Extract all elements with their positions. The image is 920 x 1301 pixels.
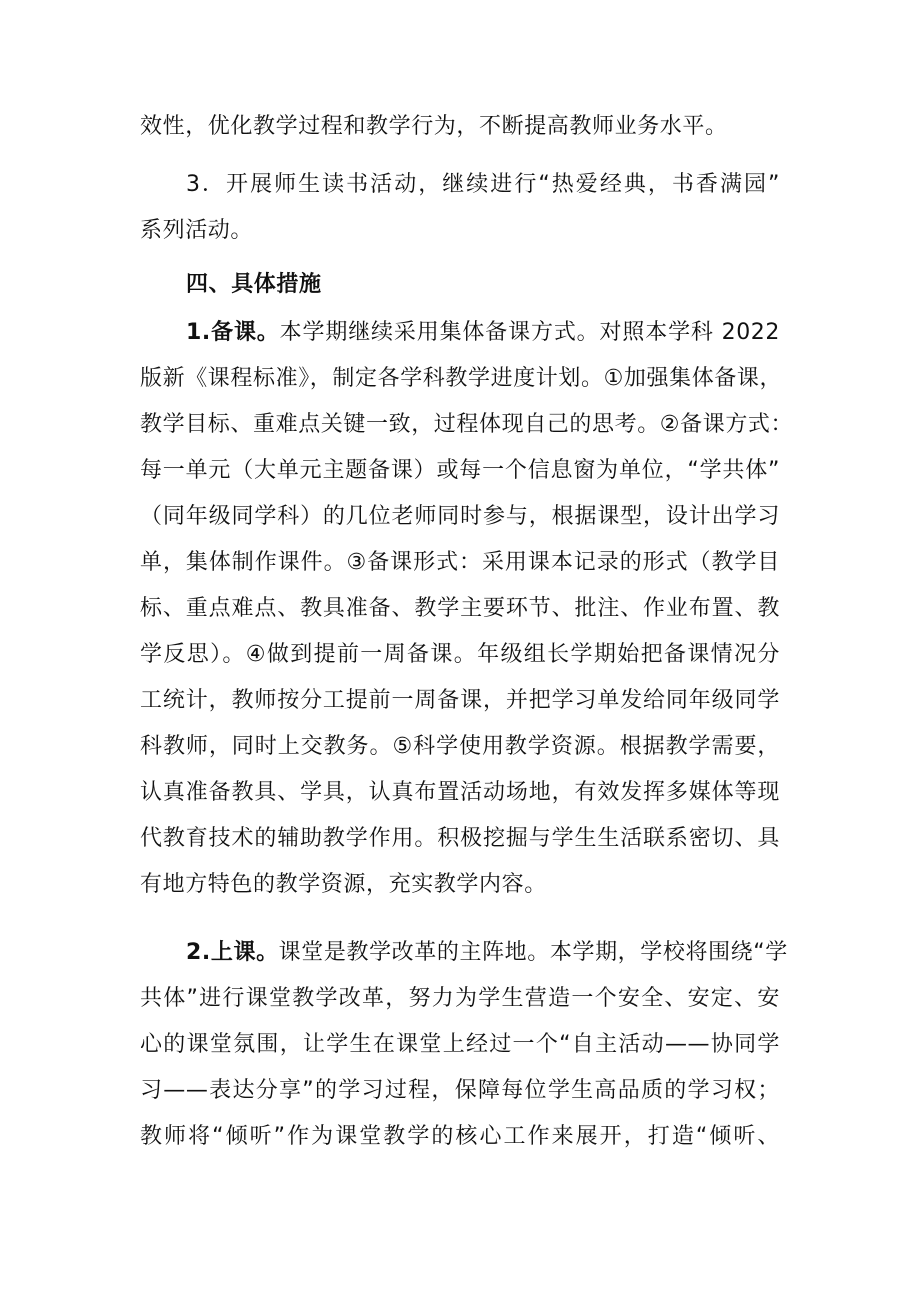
paragraph-line: 共体”进行课堂教学改革，努力为学生营造一个安全、安定、安 xyxy=(140,986,780,1011)
paragraph-line xyxy=(186,930,788,976)
paragraph-line: 系列活动。 xyxy=(140,218,254,243)
item-text: 课堂是教学改革的主阵地。本学期，学校将围绕“学 xyxy=(278,940,788,965)
paragraph-line: 学反思）。④做到提前一周备课。年级组长学期始把备课情况分 xyxy=(140,642,780,667)
paragraph-line: （同年级同学科）的几位老师同时参与，根据课型，设计出学习 xyxy=(140,504,780,529)
paragraph-line: 3．开展师生读书活动，继续进行“热爱经典，书香满园” xyxy=(186,172,780,197)
paragraph-line: 心的课堂氛围，让学生在课堂上经过一个“自主活动——协同学 xyxy=(140,1032,780,1057)
paragraph-line: 每一单元（大单元主题备课）或每一个信息窗为单位，“学共体” xyxy=(140,458,780,483)
paragraph-line: 单，集体制作课件。③备课形式：采用课本记录的形式（教学目 xyxy=(140,550,780,575)
paragraph-line: 认真准备教具、学具，认真布置活动场地，有效发挥多媒体等现 xyxy=(140,780,780,805)
paragraph-line: 教师将“倾听”作为课堂教学的核心工作来展开，打造“倾听、 xyxy=(140,1124,780,1149)
section-heading: 四、具体措施 xyxy=(186,272,322,297)
item-text: 本学期继续采用集体备课方式。对照本学科 2022 xyxy=(279,320,780,345)
paragraph-line: 效性，优化教学过程和教学行为，不断提高教师业务水平。 xyxy=(140,114,728,139)
paragraph-line: 工统计，教师按分工提前一周备课，并把学习单发给同年级同学 xyxy=(140,688,780,713)
item-label: 2.上课。 xyxy=(186,940,279,965)
paragraph-line: 代教育技术的辅助教学作用。积极挖掘与学生生活联系密切、具 xyxy=(140,826,780,851)
paragraph-line xyxy=(186,310,780,356)
paragraph-line: 科教师，同时上交教务。⑤科学使用教学资源。根据教学需要， xyxy=(140,734,780,759)
item-label: 1.备课。 xyxy=(186,320,280,345)
paragraph-line: 习——表达分享”的学习过程，保障每位学生高品质的学习权； xyxy=(140,1078,780,1103)
paragraph-line: 教学目标、重难点关键一致，过程体现自己的思考。②备课方式： xyxy=(140,412,794,437)
paragraph-line: 有地方特色的教学资源，充实教学内容。 xyxy=(140,872,547,897)
paragraph-line: 版新《课程标准》，制定各学科教学进度计划。①加强集体备课， xyxy=(140,366,783,391)
paragraph-line: 标、重点难点、教具准备、教学主要环节、批注、作业布置、教 xyxy=(140,596,780,621)
